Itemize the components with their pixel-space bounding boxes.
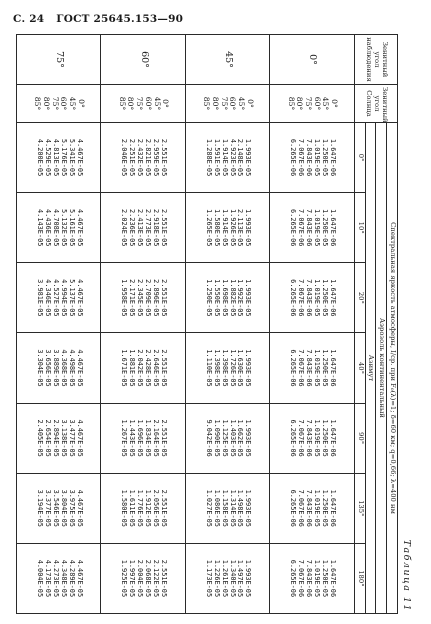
brightness-value: 2.551E-05 [159, 489, 168, 527]
brightness-value: 4.200E-05 [35, 138, 44, 177]
value-cell [17, 333, 101, 403]
brightness-value: 2.171E-05 [128, 279, 137, 317]
brightness-value: 3.546E-05 [51, 489, 60, 527]
brightness-value: 2.551E-05 [159, 349, 168, 387]
brightness-value: 1.914E-05 [220, 209, 229, 247]
brightness-value: 1.993E-05 [244, 419, 253, 457]
brightness-value: 7.843E-06 [305, 559, 314, 598]
brightness-value: 4.436E-05 [43, 209, 52, 247]
brightness-value: 1.630E-05 [236, 349, 245, 387]
value-cell [185, 123, 269, 193]
zenith-sun-value: 0° [161, 99, 171, 108]
brightness-value: 5.161E-05 [67, 209, 76, 247]
brightness-value: 2.551E-05 [159, 209, 168, 247]
brightness-value: 1.250E-05 [320, 349, 329, 387]
zenith-sun-cell [17, 85, 101, 123]
brightness-value: 6.265E-06 [289, 349, 298, 387]
brightness-value: 6.265E-06 [289, 279, 298, 317]
brightness-value: 2.709E-05 [144, 279, 153, 317]
brightness-value: 3.377E-05 [43, 489, 52, 527]
brightness-value: 1.288E-05 [204, 138, 213, 177]
azimuth-col-header: 40° [354, 333, 365, 403]
value-cell [101, 333, 185, 403]
zenith-sun-value: 60° [312, 96, 322, 111]
brightness-value: 7.843E-06 [305, 209, 314, 247]
brightness-value: 1.993E-05 [244, 279, 253, 317]
brightness-value: 7.067E-06 [297, 209, 306, 247]
brightness-value: 1.993E-05 [244, 349, 253, 387]
brightness-value: 3.304E-05 [35, 349, 44, 387]
brightness-value: 1.925E-05 [120, 559, 129, 598]
brightness-value: 4.368E-05 [59, 349, 68, 387]
brightness-value: 1.926E-05 [228, 209, 237, 247]
value-cell [17, 403, 101, 473]
brightness-value: 1.882E-05 [228, 279, 237, 317]
brightness-value: 4.529E-05 [43, 138, 52, 177]
brightness-value: 1.226E-05 [212, 559, 221, 598]
brightness-value: 2.413E-05 [136, 209, 145, 247]
value-cell [270, 193, 354, 263]
brightness-value: 2.046E-05 [120, 138, 129, 177]
brightness-value: 1.250E-05 [320, 419, 329, 457]
azimuth-col-header: 0° [354, 123, 365, 193]
brightness-value: 4.467E-05 [75, 279, 84, 317]
table-subtitle: Аэрозоль континентальный [376, 123, 387, 614]
brightness-value: 1.125E-05 [220, 419, 229, 457]
zenith-sun-value: 80° [295, 96, 305, 111]
brightness-value: 4.708E-05 [51, 209, 60, 247]
azimuth-col-header: 10° [354, 193, 365, 263]
brightness-value: 3.138E-05 [59, 419, 68, 457]
value-cell [185, 473, 269, 543]
brightness-value: 7.067E-06 [297, 559, 306, 598]
zenith-sun-value: 60° [59, 96, 69, 111]
brightness-value: 3.477E-05 [67, 419, 76, 457]
brightness-value: 7.843E-06 [305, 349, 314, 387]
brightness-value: 2.068E-05 [144, 559, 153, 598]
brightness-value: 1.265E-05 [204, 209, 213, 247]
brightness-value: 1.776E-05 [136, 489, 145, 527]
brightness-value: 9.042E-06 [204, 419, 213, 457]
brightness-value: 4.994E-05 [59, 279, 68, 317]
brightness-value: 1.696E-05 [136, 419, 145, 457]
brightness-value: 4.273E-05 [51, 559, 60, 598]
brightness-value: 1.173E-05 [204, 559, 213, 598]
brightness-value: 7.843E-06 [305, 138, 314, 177]
brightness-value: 4.004E-05 [35, 559, 44, 598]
zenith-sun-value: 60° [228, 96, 238, 111]
value-cell [270, 333, 354, 403]
value-cell [101, 403, 185, 473]
page-header [13, 13, 183, 27]
brightness-value: 2.251E-05 [128, 138, 137, 177]
zenith-sun-value: 80° [126, 96, 136, 111]
brightness-value: 1.250E-05 [320, 279, 329, 317]
value-cell [270, 123, 354, 193]
value-cell [270, 263, 354, 333]
brightness-value: 1.261E-05 [220, 559, 229, 598]
brightness-value: 3.889E-05 [51, 349, 60, 387]
brightness-value: 1.403E-05 [228, 419, 237, 457]
brightness-value: 7.843E-06 [305, 279, 314, 317]
brightness-table [16, 34, 398, 614]
rotated-content [14, 34, 416, 614]
table-body [17, 35, 355, 614]
brightness-value: 1.580E-05 [212, 209, 221, 247]
azimuth-header: Азимут [365, 123, 376, 614]
brightness-value: 5.137E-05 [67, 279, 76, 317]
brightness-value: 4.527E-05 [51, 279, 60, 317]
brightness-value: 2.405E-05 [35, 419, 44, 457]
brightness-value: 2.551E-05 [159, 419, 168, 457]
value-cell [270, 403, 354, 473]
brightness-value: 1.550E-05 [212, 279, 221, 317]
zenith-sun-value: 45° [68, 96, 78, 111]
brightness-value: 6.265E-06 [289, 138, 298, 177]
brightness-value: 2.004E-05 [136, 559, 145, 598]
azimuth-col-header: 90° [354, 403, 365, 473]
brightness-value: 6.265E-06 [289, 489, 298, 527]
brightness-value: 2.056E-05 [152, 489, 161, 527]
brightness-value: 2.345E-05 [136, 279, 145, 317]
brightness-value: 1.726E-05 [228, 349, 237, 387]
zenith-obs-cell: 45° [185, 35, 269, 85]
value-cell [101, 193, 185, 263]
brightness-value: 1.698E-05 [220, 279, 229, 317]
zenith-sun-cell [185, 85, 269, 123]
brightness-value: 1.086E-05 [212, 489, 221, 527]
brightness-value: 2.122E-05 [152, 559, 161, 598]
brightness-value: 4.498E-05 [67, 349, 76, 387]
brightness-value: 1.019E-05 [312, 138, 321, 177]
brightness-value: 1.997E-05 [128, 559, 137, 598]
brightness-value: 1.647E-06 [328, 138, 337, 177]
brightness-value: 2.551E-05 [159, 279, 168, 317]
brightness-value: 2.428E-05 [144, 349, 153, 387]
brightness-value: 4.923E-05 [228, 138, 237, 177]
value-cell [101, 123, 185, 193]
brightness-value: 7.067E-06 [297, 138, 306, 177]
brightness-value: 2.646E-05 [152, 349, 161, 387]
brightness-value: 1.267E-05 [120, 419, 129, 457]
zenith-obs-cell: 75° [17, 35, 101, 85]
brightness-value: 1.914E-05 [220, 138, 229, 177]
brightness-value: 7.843E-06 [305, 419, 314, 457]
brightness-value: 7.067E-06 [297, 419, 306, 457]
brightness-value: 3.981E-05 [35, 279, 44, 317]
brightness-value: 1.993E-05 [244, 138, 253, 177]
brightness-value: 4.813E-05 [51, 138, 60, 177]
brightness-value: 2.918E-05 [152, 209, 161, 247]
zenith-sun-value: 80° [210, 96, 220, 111]
azimuth-col-header: 20° [354, 263, 365, 333]
brightness-value: 1.498E-05 [236, 489, 245, 527]
brightness-value: 1.110E-05 [204, 349, 213, 387]
brightness-value: 1.958E-05 [120, 279, 129, 317]
brightness-value: 2.432E-05 [136, 138, 145, 177]
brightness-value: 1.647E-06 [328, 489, 337, 527]
zenith-sun-cell [101, 85, 185, 123]
brightness-value: 4.289E-05 [67, 559, 76, 598]
brightness-value: 4.173E-05 [43, 559, 52, 598]
value-cell [17, 263, 101, 333]
brightness-value: 2.896E-05 [152, 279, 161, 317]
brightness-value: 1.591E-05 [212, 138, 221, 177]
brightness-value: 1.647E-06 [328, 279, 337, 317]
value-cell [17, 473, 101, 543]
value-cell [185, 403, 269, 473]
table-row [185, 35, 269, 614]
value-cell [17, 123, 101, 193]
brightness-value: 1.992E-05 [236, 279, 245, 317]
zenith-sun-value: 75° [50, 96, 60, 111]
zenith-sun-value: 45° [237, 96, 247, 111]
zenith-sun-value: 0° [245, 99, 255, 108]
brightness-value: 1.647E-06 [328, 349, 337, 387]
rotated-page [14, 34, 416, 614]
standard-code: ГОСТ 25645.153—90 [56, 13, 184, 25]
brightness-value: 7.067E-06 [297, 349, 306, 387]
brightness-value: 1.019E-05 [312, 489, 321, 527]
brightness-value: 1.993E-05 [244, 209, 253, 247]
brightness-value: 1.158E-05 [220, 489, 229, 527]
value-cell [101, 263, 185, 333]
brightness-value: 4.467E-05 [75, 349, 84, 387]
zenith-sun-value: 80° [42, 96, 51, 111]
brightness-value: 4.346E-05 [43, 279, 52, 317]
brightness-value: 5.132E-05 [59, 209, 68, 247]
brightness-value: 6.265E-06 [289, 559, 298, 598]
brightness-value: 2.894E-05 [51, 419, 60, 457]
brightness-value: 1.647E-06 [328, 209, 337, 247]
brightness-value: 1.662E-05 [236, 419, 245, 457]
brightness-value: 4.467E-05 [75, 489, 84, 527]
brightness-value: 1.647E-06 [328, 419, 337, 457]
azimuth-col-header: 135° [354, 473, 365, 543]
brightness-value: 1.340E-05 [228, 559, 237, 598]
brightness-value: 2.551E-05 [159, 138, 168, 177]
zenith-obs-cell: 0° [270, 35, 354, 85]
value-cell [185, 263, 269, 333]
brightness-value: 2.959E-05 [152, 138, 161, 177]
brightness-value: 2.148E-05 [236, 138, 245, 177]
value-cell [101, 473, 185, 543]
zenith-sun-value: 60° [143, 96, 153, 111]
brightness-value: 3.194E-05 [35, 489, 44, 527]
table-row [270, 35, 354, 614]
brightness-value: 4.348E-05 [59, 559, 68, 598]
brightness-value: 7.067E-06 [297, 279, 306, 317]
brightness-value: 1.580E-05 [120, 489, 129, 527]
brightness-value: 1.398E-05 [212, 349, 221, 387]
zenith-sun-value: 45° [152, 96, 162, 111]
brightness-value: 4.467E-05 [75, 138, 84, 177]
brightness-value: 3.975E-05 [67, 489, 76, 527]
brightness-value: 1.250E-05 [320, 209, 329, 247]
brightness-value: 4.467E-05 [75, 209, 84, 247]
brightness-value: 2.164E-05 [152, 419, 161, 457]
zenith-sun-value: 75° [304, 96, 314, 111]
brightness-value: 1.019E-05 [312, 349, 321, 387]
brightness-value: 2.024E-05 [120, 209, 129, 247]
brightness-value: 3.656E-05 [43, 349, 52, 387]
zenith-obs-cell: 60° [101, 35, 185, 85]
zenith-sun-value: 45° [321, 96, 331, 111]
value-cell [17, 543, 101, 613]
brightness-value: 1.881E-05 [128, 349, 137, 387]
zenith-sun-value: 85° [117, 96, 127, 111]
brightness-value: 6.265E-06 [289, 209, 298, 247]
brightness-value: 1.090E-05 [212, 419, 221, 457]
brightness-value: 4.143E-05 [35, 209, 44, 247]
table-title: Спектральная яркость атмосферы, I/ср. при F₀(λ)=1; δ=60 км; q=0,66; λ=400 нм [387, 123, 398, 614]
brightness-value: 2.551E-05 [159, 559, 168, 598]
table-row [101, 35, 185, 614]
value-cell [270, 543, 354, 613]
brightness-value: 7.067E-06 [297, 489, 306, 527]
brightness-value: 3.804E-05 [59, 489, 68, 527]
header-zenith-sun: Зенитный угол Солнца [354, 85, 397, 123]
brightness-value: 2.821E-05 [144, 138, 153, 177]
table-caption: Таблица 11 [401, 539, 412, 612]
value-cell [17, 193, 101, 263]
value-cell [185, 333, 269, 403]
brightness-value: 1.834E-05 [144, 419, 153, 457]
zenith-sun-value: 75° [219, 96, 229, 111]
brightness-value: 1.671E-05 [120, 349, 129, 387]
brightness-value: 1.019E-05 [312, 559, 321, 598]
brightness-value: 1.027E-05 [204, 489, 213, 527]
brightness-value: 2.773E-05 [144, 209, 153, 247]
zenith-sun-value: 85° [33, 96, 43, 111]
brightness-value: 1.250E-05 [320, 489, 329, 527]
zenith-sun-value: 75° [135, 96, 145, 111]
brightness-value: 7.843E-06 [305, 489, 314, 527]
brightness-value: 4.467E-05 [75, 419, 84, 457]
page-number: С. 24 [13, 13, 45, 25]
brightness-value: 1.250E-05 [320, 138, 329, 177]
brightness-value: 1.019E-05 [312, 279, 321, 317]
brightness-value: 1.912E-05 [144, 489, 153, 527]
brightness-value: 5.341E-05 [67, 138, 76, 177]
table-row [17, 35, 101, 614]
brightness-value: 1.398E-05 [220, 349, 229, 387]
brightness-value: 1.647E-06 [328, 559, 337, 598]
brightness-value: 4.467E-05 [75, 559, 84, 598]
brightness-value: 2.113E-05 [236, 209, 245, 247]
header-zenith-obs: Зенитный угол наблюдения [354, 35, 397, 85]
brightness-value: 2.042E-05 [136, 349, 145, 387]
zenith-sun-value: 85° [202, 96, 212, 111]
brightness-value: 1.250E-05 [204, 279, 213, 317]
brightness-value: 1.250E-05 [320, 559, 329, 598]
zenith-sun-value: 0° [330, 99, 340, 108]
brightness-value: 1.019E-05 [312, 419, 321, 457]
brightness-value: 2.654E-05 [43, 419, 52, 457]
brightness-value: 1.993E-05 [244, 489, 253, 527]
value-cell [185, 543, 269, 613]
zenith-sun-cell [270, 85, 354, 123]
brightness-value: 2.236E-05 [128, 209, 137, 247]
value-cell [185, 193, 269, 263]
brightness-value: 1.314E-05 [228, 489, 237, 527]
azimuth-col-header: 180° [354, 543, 365, 613]
brightness-value: 1.443E-05 [128, 419, 137, 457]
brightness-value: 1.611E-05 [128, 489, 137, 527]
brightness-value: 1.993E-05 [244, 559, 253, 598]
brightness-value: 6.265E-06 [289, 419, 298, 457]
brightness-value: 1.019E-05 [312, 209, 321, 247]
value-cell [270, 473, 354, 543]
brightness-value: 1.497E-05 [236, 559, 245, 598]
brightness-value: 5.176E-05 [59, 138, 68, 177]
zenith-sun-value: 85° [286, 96, 296, 111]
value-cell [101, 543, 185, 613]
zenith-sun-value: 0° [76, 99, 86, 108]
